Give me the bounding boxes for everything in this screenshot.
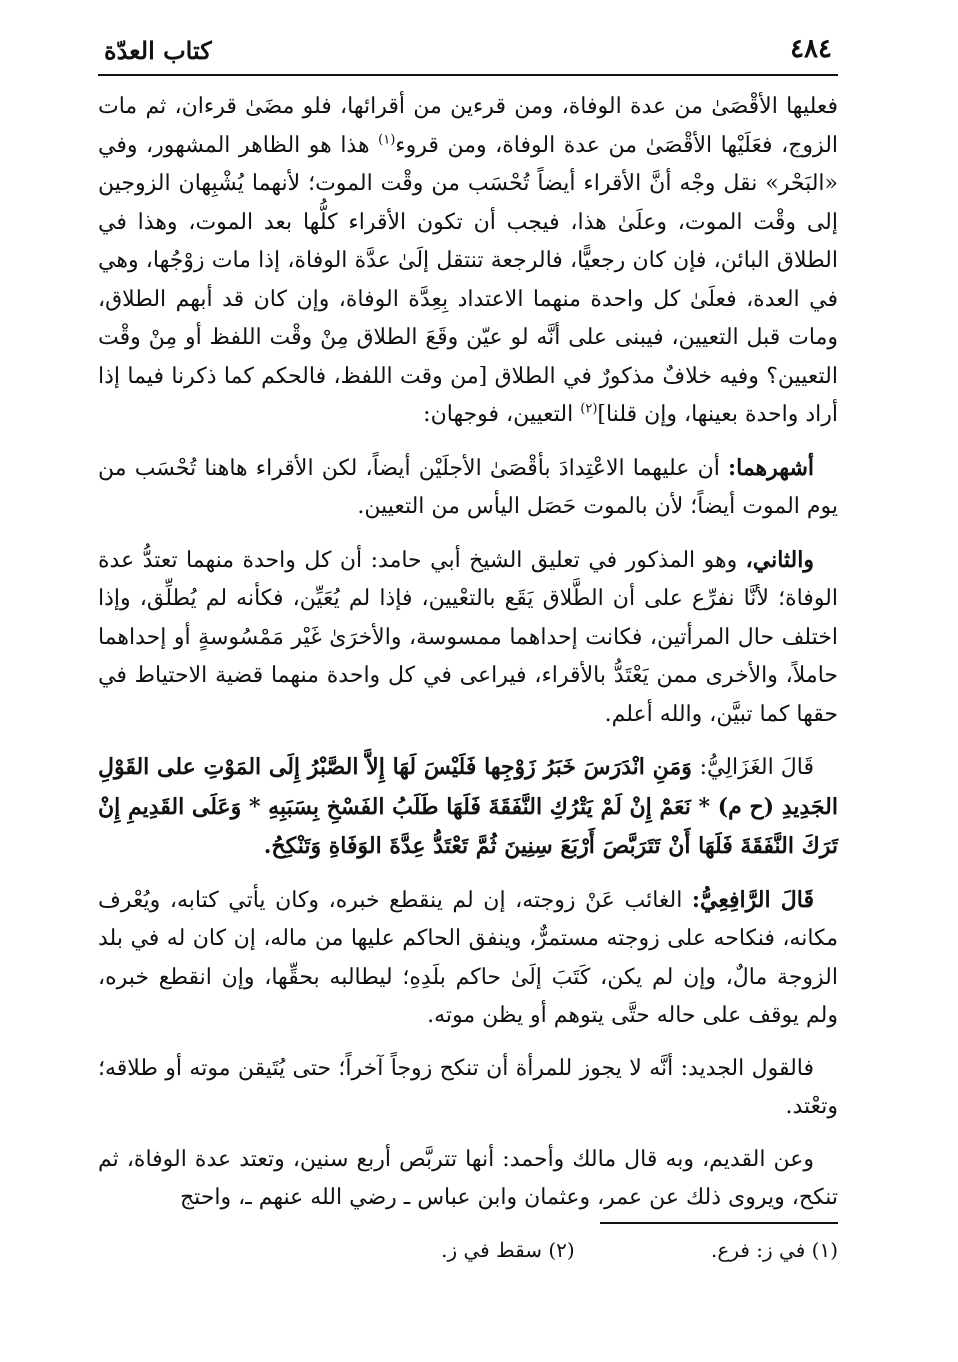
paragraph-6-text: فالقول الجديد: أنَّه لا يجوز للمرأة أن تنكح زوجاً آخراً؛ حتى يُتَيقن موته أو طلاقه؛ وتعْتد.: [98, 1055, 838, 1119]
footnote-ref-1: (١): [378, 132, 396, 148]
page-number: ٤٨٤: [790, 34, 832, 64]
footnote-separator: [600, 1222, 838, 1224]
paragraph-1: [98, 88, 838, 435]
footnote-1: (١) في ز: فرع.: [711, 1238, 838, 1262]
paragraph-2-text: أن عليهما الاعْتِدادَ بأقْصَىٰ الأجلَيْن أيضاً، لكن الأقراء هاهنا تُحْسَب من يوم الموت أيضاً؛ لأن بالموت حَصَل اليأس من التعيين.: [98, 455, 838, 519]
footnotes: [98, 1236, 838, 1264]
page-header: [98, 30, 838, 76]
footnote-ref-2: (٢): [580, 401, 598, 417]
paragraph-4: [98, 748, 838, 867]
paragraph-1-text-c: التعيين، فوجهان:: [423, 402, 581, 427]
paragraph-1-text-a: فعليها الأقْصَىٰ من عدة الوفاة، ومن قرءين من أقرائها، فلو مضَىٰ قرءان، ثم مات الزوج، فعَلَيْها الأقْصَىٰ من عدة الوفاة، ومن قروء: [98, 94, 839, 158]
paragraph-4-text: وَمَنِ انْدَرَسَ خَبَرُ زَوْجِها فَلَيْسَ لَهَا إِلاَّ الصَّبْرُ إِلَى المَوْتِ على القَوْلِ الجَدِيدِ (ح م) * نَعَمْ إِنْ لَمْ يَتْرُكِ النَّفَقَةَ فَلَهَا طَلَبُ الفَسْخِ بِسَبَبِهِ * وَعَلَى القَدِيمِ إِنْ تَرَكَ النَّفَقَةَ فَلَهَا أَنْ تَتَرَبَّصَ أَرْبَعَ سِنِينَ ثُمَّ تَعْتَدُّ عِدَّةَ الوَفَاةِ وَتَنْكِحُ.: [98, 754, 838, 859]
footnote-2: (٢) سقط في ز.: [441, 1238, 575, 1262]
book-title: كتاب العدّة: [104, 36, 212, 65]
paragraph-2-lead: أشهرهما:: [728, 454, 814, 481]
page-body: [98, 88, 838, 1232]
paragraph-5-text: الغائب عَنْ زوجته، إن لم ينقطع خبره، وكان يأتي كتابه، ويُعْرف مكانه، فنكاحه على زوجته مستمرٌّ، وينفق الحاكم عليها من ماله، إن كان له في بلد الزوجة مالٌ، وإن لم يكن، كَتَبَ إلَىٰ حاكم بلَدِهِ؛ ليطالبه بحقِّها، وإن انقطع خبره، ولم يوقف على حاله حتَّى يتوهم أو يظن موته.: [98, 887, 838, 1028]
paragraph-1-text-b: هذا هو الظاهر المشهور، وفي «البَحْر» نقل وجْه أنَّ الأقراء أيضاً تُحْسَب من وقْت الموت؛ لأنهما يُشْبِهان الزوجين إلى وقْت الموت، وعلَىٰ هذا، فيجب أن تكون الأقراء كلُّها بعد الموت، وهذا في الطلاق البائن، فإن كان رجعيًّا، فالرجعة تنتقل إلَىٰ عدَّة الوفاة، إذا مات زوْجُها، وهي في العدة، فعلَىٰ كل واحدة منهما الاعتداد بِعِدَّة الوفاة، وإن كان قد أبهم الطلاق، ومات قبل التعيين، فيبنى على أنَّه لو عيّن وقَعَ الطلاق مِنْ وقْت اللفظ أو مِنْ وقْت التعيين؟ وفيه خلافٌ مذكورٌ في الطلاق [من وقت اللفظ، فالحكم كما ذكرنا فيما إذا أراد واحدة بعينها، وإن قلنا]: [98, 132, 838, 427]
paragraph-6: [98, 1050, 838, 1127]
paragraph-3-text: وهو المذكور في تعليق الشيخ أبي حامد: أن كل واحدة منهما تعتدُّ عدة الوفاة؛ لأنَّا نفرِّع على أن الطَّلاق يَقَع بالتعْيين، فإذا لم يُعَيِّن، فكأنه لم يُطلِّق، وإذا اختلف حال المرأتين، فكانت إحداهما ممسوسة، والأخرَىٰ غَيْر مَمْسُوسةٍ أو إحداهما حاملاً، والأخرى ممن يَعْتَدُّ بالأقراء، فيراعى في كل واحدة منهما قضية الاحتياط في حقها كما تبيَّن، والله أعلم.: [98, 547, 839, 727]
paragraph-3: [98, 541, 838, 735]
paragraph-7: [98, 1141, 838, 1218]
paragraph-3-lead: والثاني،: [745, 546, 814, 573]
paragraph-2: [98, 449, 838, 527]
paragraph-5: [98, 881, 838, 1036]
paragraph-5-lead: قَالَ الرَّافِعِيُّ:: [691, 886, 814, 913]
paragraph-7-text: وعن القديم، وبه قال مالك وأحمد: أنها تتربَّص أربع سنين، وتعتد عدة الوفاة، ثم تنكح، ويروى ذلك عن عمر، وعثمان وابن عباس ـ رضي الله عنهم ـ، واحتج: [98, 1146, 838, 1210]
paragraph-4-label: قَالَ الغَزَالِيُّ:: [699, 755, 814, 780]
